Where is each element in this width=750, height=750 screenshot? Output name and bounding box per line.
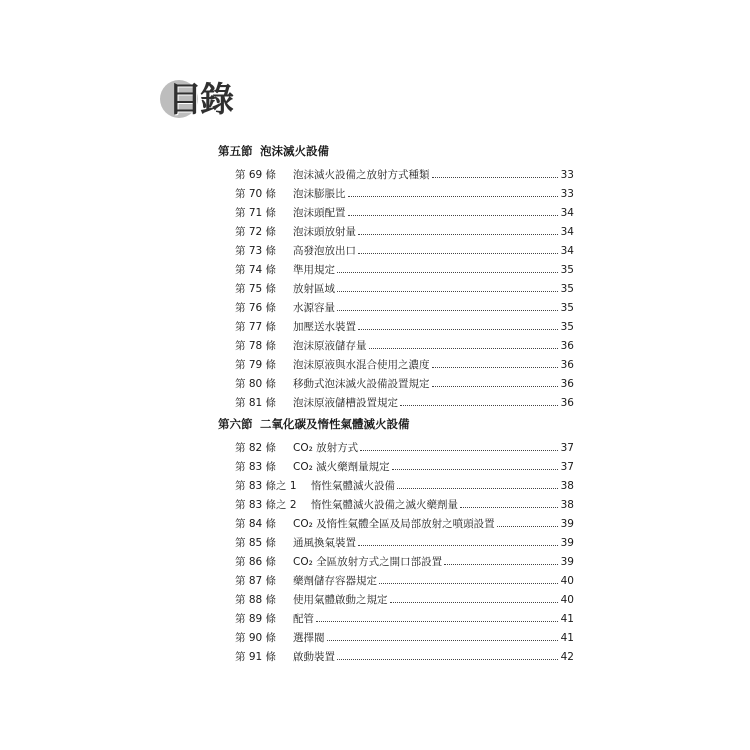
toc-entry[interactable]: [218, 572, 574, 591]
toc-entry[interactable]: [218, 553, 574, 572]
article-title: 泡沫原液儲存量: [293, 340, 367, 352]
dot-leader: [358, 328, 558, 330]
toc-entry[interactable]: [218, 261, 574, 280]
dot-leader: [392, 468, 558, 470]
article-number: 第 70 條: [235, 188, 277, 200]
toc-entry[interactable]: [218, 515, 574, 534]
toc-entry[interactable]: [218, 318, 574, 337]
toc-entry[interactable]: [218, 477, 574, 496]
article-number: 第 73 條: [235, 245, 277, 257]
article-title: 移動式泡沫滅火設備設置規定: [293, 378, 430, 390]
page-number: 36: [560, 397, 574, 409]
dot-leader: [379, 582, 558, 584]
toc-entry[interactable]: [218, 394, 574, 413]
section-title: 二氧化碳及惰性氣體滅火設備: [260, 417, 410, 431]
article-number: 第 87 條: [235, 575, 277, 587]
section-label: 第五節: [218, 144, 253, 158]
toc-entry[interactable]: [218, 185, 574, 204]
article-title: CO₂ 滅火藥劑量規定: [293, 461, 390, 473]
page-number: 36: [560, 340, 574, 352]
toc-entry[interactable]: [218, 458, 574, 477]
page-number: 40: [560, 594, 574, 606]
article-title: 通風換氣裝置: [293, 537, 356, 549]
dot-leader: [497, 525, 558, 527]
page-number: 41: [560, 613, 574, 625]
dot-leader: [337, 658, 558, 660]
page-number: 37: [560, 461, 574, 473]
article-number: 第 69 條: [235, 169, 277, 181]
page-number: 34: [560, 226, 574, 238]
article-number: 第 76 條: [235, 302, 277, 314]
toc-entry[interactable]: [218, 591, 574, 610]
article-title: 配管: [293, 613, 314, 625]
article-title: 惰性氣體滅火設備之滅火藥劑量: [311, 499, 458, 511]
toc-entry[interactable]: [218, 204, 574, 223]
page-number: 38: [560, 499, 574, 511]
toc-entry[interactable]: [218, 299, 574, 318]
article-title: 泡沫膨脹比: [293, 188, 346, 200]
article-title: 泡沫頭配置: [293, 207, 346, 219]
dot-leader: [348, 195, 559, 197]
article-title: 準用規定: [293, 264, 335, 276]
article-title: CO₂ 及惰性氣體全區及局部放射之噴頭設置: [293, 518, 495, 530]
page-number: 33: [560, 188, 574, 200]
article-title: 放射區域: [293, 283, 335, 295]
section-label: 第六節: [218, 417, 253, 431]
article-title: 藥劑儲存容器規定: [293, 575, 377, 587]
toc-entry[interactable]: [218, 496, 574, 515]
page-number: 39: [560, 556, 574, 568]
article-number: 第 79 條: [235, 359, 277, 371]
page-number: 36: [560, 359, 574, 371]
dot-leader: [432, 385, 559, 387]
page-number: 35: [560, 321, 574, 333]
section-heading: [218, 142, 574, 161]
page-number: 35: [560, 302, 574, 314]
section-title: 泡沫滅火設備: [260, 144, 329, 158]
toc-entry[interactable]: [218, 356, 574, 375]
toc-entry[interactable]: [218, 242, 574, 261]
toc-entry[interactable]: [218, 610, 574, 629]
page-number: 33: [560, 169, 574, 181]
page-number: 38: [560, 480, 574, 492]
article-number: 第 91 條: [235, 651, 277, 663]
page-number: 36: [560, 378, 574, 390]
article-title: 啟動裝置: [293, 651, 335, 663]
toc-entry[interactable]: [218, 534, 574, 553]
page-title-block: [160, 76, 232, 120]
article-title: 泡沫頭放射量: [293, 226, 356, 238]
dot-leader: [358, 233, 558, 235]
page-number: 34: [560, 245, 574, 257]
article-number: 第 80 條: [235, 378, 277, 390]
article-number: 第 88 條: [235, 594, 277, 606]
page-number: 39: [560, 518, 574, 530]
article-title: 加壓送水裝置: [293, 321, 356, 333]
page-number: 37: [560, 442, 574, 454]
article-number: 第 83 條: [235, 461, 277, 473]
article-number: 第 85 條: [235, 537, 277, 549]
toc-entry[interactable]: [218, 280, 574, 299]
article-number: 第 74 條: [235, 264, 277, 276]
article-number: 第 82 條: [235, 442, 277, 454]
article-number: 第 77 條: [235, 321, 277, 333]
article-title: 高發泡放出口: [293, 245, 356, 257]
article-number: 第 83 條之 1: [235, 480, 297, 492]
page-title: 目錄: [168, 80, 232, 120]
article-number: 第 78 條: [235, 340, 277, 352]
article-number: 第 89 條: [235, 613, 277, 625]
toc-entry[interactable]: [218, 223, 574, 242]
article-number: 第 75 條: [235, 283, 277, 295]
article-number: 第 86 條: [235, 556, 277, 568]
page-number: 35: [560, 283, 574, 295]
dot-leader: [390, 601, 559, 603]
dot-leader: [316, 620, 558, 622]
page-number: 34: [560, 207, 574, 219]
dot-leader: [432, 176, 559, 178]
toc-entry[interactable]: [218, 439, 574, 458]
toc-entry[interactable]: [218, 166, 574, 185]
dot-leader: [337, 309, 558, 311]
page-number: 41: [560, 632, 574, 644]
article-title: 泡沫原液與水混合使用之濃度: [293, 359, 430, 371]
dot-leader: [358, 544, 558, 546]
dot-leader: [327, 639, 559, 641]
article-number: 第 71 條: [235, 207, 277, 219]
section-heading: [218, 415, 574, 434]
article-title: 泡沫滅火設備之放射方式種類: [293, 169, 430, 181]
page-number: 40: [560, 575, 574, 587]
dot-leader: [444, 563, 558, 565]
article-title: CO₂ 全區放射方式之開口部設置: [293, 556, 443, 568]
article-title: 使用氣體啟動之規定: [293, 594, 388, 606]
dot-leader: [358, 252, 558, 254]
article-title: 泡沫原液儲槽設置規定: [293, 397, 398, 409]
article-number: 第 83 條之 2: [235, 499, 297, 511]
article-title: 水源容量: [293, 302, 335, 314]
article-title: CO₂ 放射方式: [293, 442, 359, 454]
article-title: 惰性氣體滅火設備: [311, 480, 395, 492]
dot-leader: [337, 290, 558, 292]
page-number: 39: [560, 537, 574, 549]
article-number: 第 72 條: [235, 226, 277, 238]
page-number: 42: [560, 651, 574, 663]
page-number: 35: [560, 264, 574, 276]
article-number: 第 81 條: [235, 397, 277, 409]
table-of-contents: [218, 142, 574, 667]
dot-leader: [432, 366, 559, 368]
toc-entry[interactable]: [218, 648, 574, 667]
dot-leader: [360, 449, 558, 451]
dot-leader: [348, 214, 559, 216]
dot-leader: [337, 271, 558, 273]
toc-entry[interactable]: [218, 629, 574, 648]
toc-entry[interactable]: [218, 337, 574, 356]
article-title: 選擇閥: [293, 632, 325, 644]
dot-leader: [369, 347, 559, 349]
toc-entry[interactable]: [218, 375, 574, 394]
dot-leader: [397, 487, 558, 489]
dot-leader: [400, 404, 558, 406]
article-number: 第 90 條: [235, 632, 277, 644]
article-number: 第 84 條: [235, 518, 277, 530]
dot-leader: [460, 506, 558, 508]
